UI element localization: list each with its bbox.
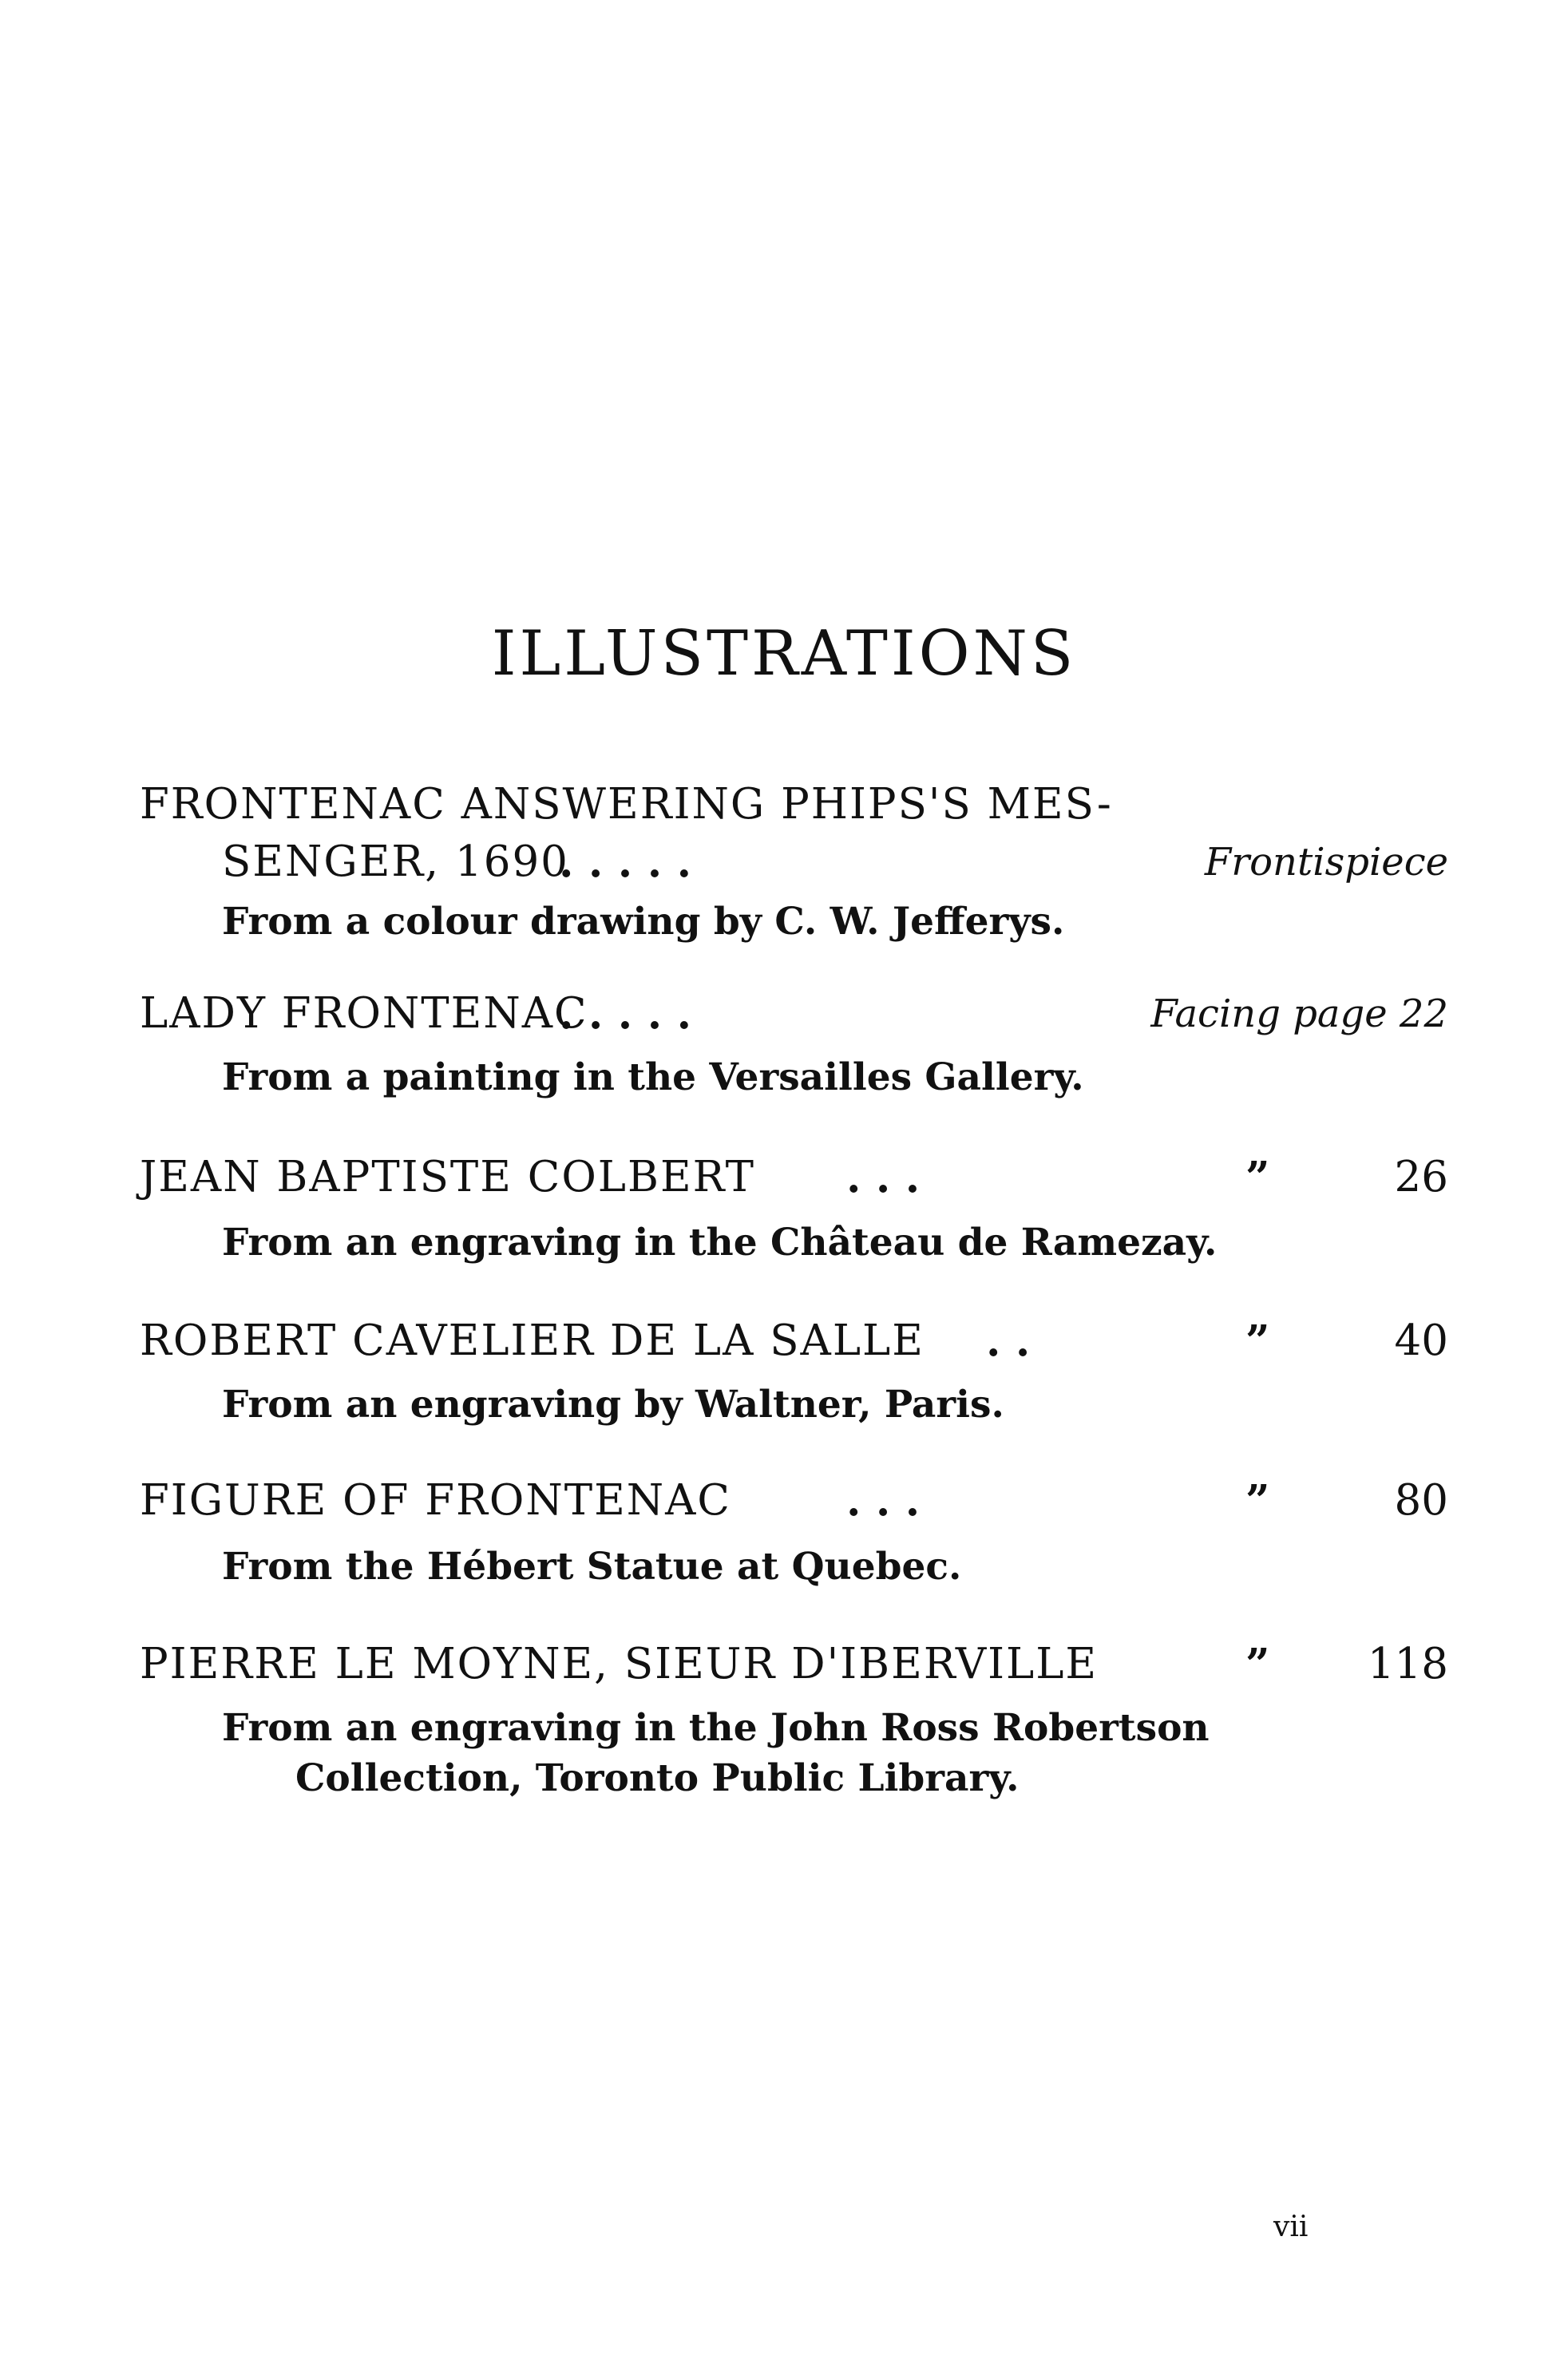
entry-lady-frontenac [0,986,1568,1042]
entry-page-number: 118 [1367,1640,1448,1688]
entry-caption: From a colour drawing by C. W. Jefferys. [222,900,1065,944]
entry-heading: FIGURE OF FRONTENAC [140,1476,731,1525]
dot-leader: . . . . . [559,837,692,887]
ditto-mark: ” [1245,1476,1270,1526]
entry-heading-continued: SENGER, 1690 [222,837,569,886]
entry-caption: From an engraving by Waltner, Paris. [222,1383,1004,1427]
entry-jean-baptiste-colbert [0,1150,1568,1205]
entry-pierre-le-moyne [0,1637,1568,1692]
page-number: vii [1273,2211,1309,2243]
entry-figure-of-frontenac [0,1473,1568,1529]
entry-heading: LADY FRONTENAC [140,989,588,1038]
entry-caption: From an engraving in the Château de Ramezay. [222,1221,1218,1265]
entry-heading: ROBERT CAVELIER DE LA SALLE [140,1316,925,1365]
dot-leader: . . . [846,1476,921,1526]
entry-heading: PIERRE LE MOYNE, SIEUR D'IBERVILLE [140,1640,1099,1688]
entry-caption: From the Hébert Statue at Quebec. [222,1545,962,1589]
ditto-mark: ” [1245,1153,1270,1202]
entry-page-number: 40 [1394,1316,1448,1365]
entry-frontenac-answering-line2 [0,834,1568,890]
entry-page-number: 80 [1394,1476,1448,1525]
ditto-mark: ” [1245,1640,1270,1689]
dot-leader: . . . [846,1153,921,1202]
entry-heading: JEAN BAPTISTE COLBERT [140,1153,755,1201]
entry-caption-line2: Collection, Toronto Public Library. [295,1756,1020,1800]
page-title: ILLUSTRATIONS [491,618,1077,690]
entry-frontenac-answering-line1 [0,777,1568,833]
entry-page-number: 26 [1394,1153,1448,1201]
entry-caption: From a painting in the Versailles Gallery. [222,1055,1084,1099]
dot-leader: . . . . . [559,989,692,1039]
entry-locator-frontispiece: Frontispiece [1204,840,1448,885]
entry-caption-line1: From an engraving in the John Ross Robertson [222,1706,1210,1750]
ditto-mark: ” [1245,1316,1270,1366]
entry-heading: FRONTENAC ANSWERING PHIPS'S MES- [140,780,1113,829]
entry-locator-facing-page: Facing page 22 [1150,992,1448,1036]
entry-robert-cavelier-de-la-salle [0,1313,1568,1369]
dot-leader: . . [986,1316,1031,1366]
